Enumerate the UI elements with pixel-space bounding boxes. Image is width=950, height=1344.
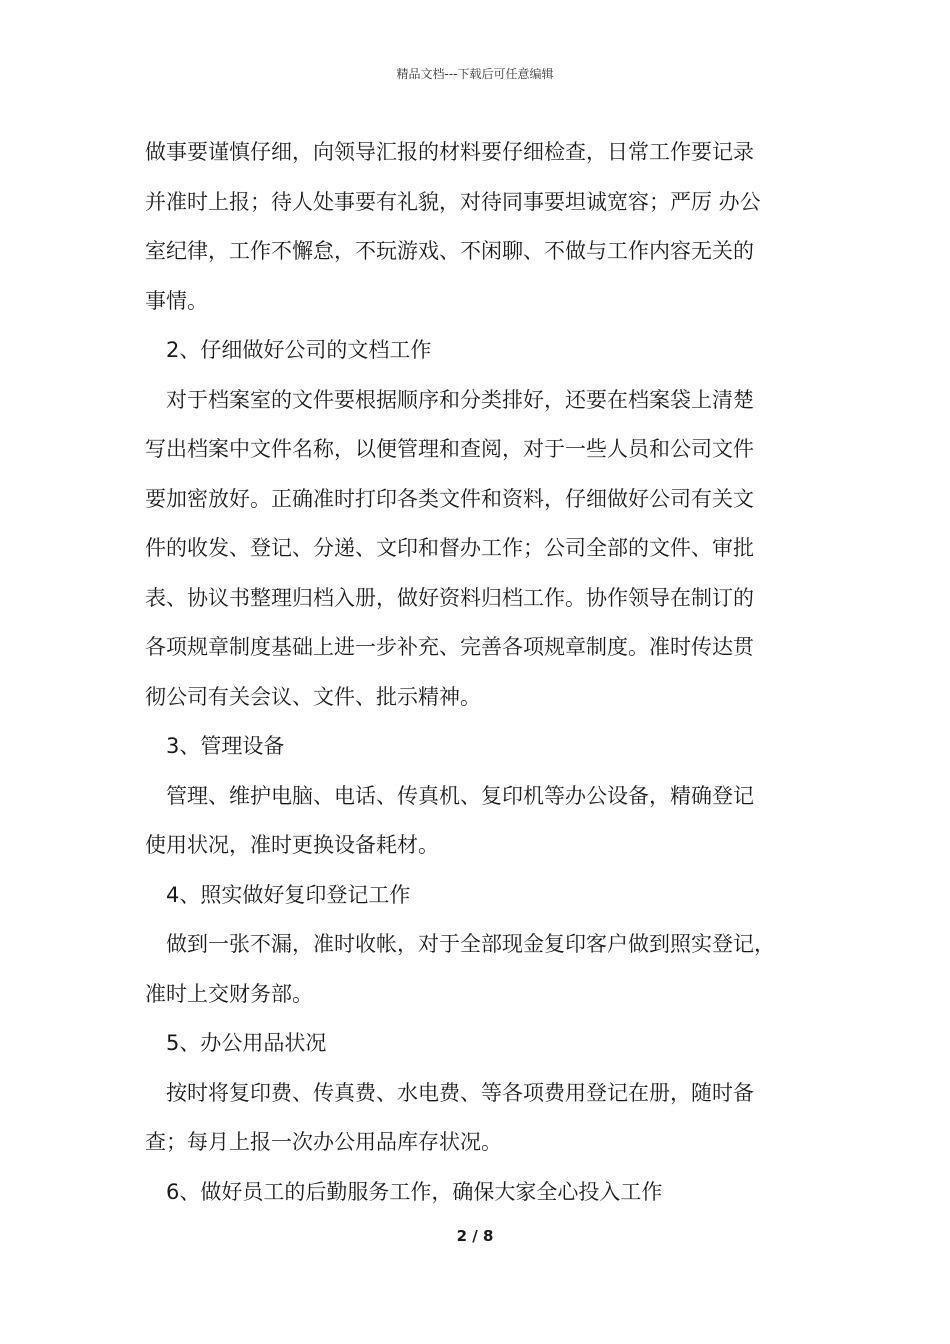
text-line: 彻公司有关会议、文件、批示精神。 <box>145 684 481 709</box>
section-heading: 5、办公用品状况 <box>166 1031 327 1055</box>
text-line: 并准时上报；待人处事要有礼貌，对待同事要坦诚宽容；严厉 办公 <box>145 189 761 214</box>
text-line: 管理、维护电脑、电话、传真机、复印机等办公设备，精确登记 <box>166 783 754 808</box>
text-line: 表、协议书整理归档入册，做好资料归档工作。协作领导在制订的 <box>145 585 754 610</box>
section-heading: 3、管理设备 <box>166 734 285 758</box>
page-number: 2 / 8 <box>456 1227 494 1245</box>
text-line: 查；每月上报一次办公用品库存状况。 <box>145 1130 502 1154</box>
text-line: 事情。 <box>145 288 208 313</box>
text-line: 准时上交财务部。 <box>145 981 313 1006</box>
text-line: 各项规章制度基础上进一步补充、完善各项规章制度。准时传达贯 <box>145 635 754 659</box>
text-line: 对于档案室的文件要根据顺序和分类排好，还要在档案袋上清楚 <box>166 387 754 412</box>
text-line: 做事要谨慎仔细，向领导汇报的材料要仔细检查，日常工作要记录 <box>145 140 754 164</box>
text-line: 按时将复印费、传真费、水电费、等各项费用登记在册，随时备 <box>166 1080 754 1105</box>
text-line: 件的收发、登记、分递、文印和督办工作；公司全部的文件、审批 <box>145 536 754 560</box>
text-line: 使用状况，准时更换设备耗材。 <box>145 833 439 857</box>
section-heading: 4、照实做好复印登记工作 <box>166 882 411 907</box>
text-line: 做到一张不漏，准时收帐，对于全部现金复印客户做到照实登记， <box>166 932 775 956</box>
text-line: 要加密放好。正确准时打印各类文件和资料，仔细做好公司有关文 <box>145 486 754 511</box>
section-heading: 6、做好员工的后勤服务工作，确保大家全心投入工作 <box>166 1179 663 1204</box>
section-heading: 2、仔细做好公司的文档工作 <box>166 338 432 362</box>
document-body <box>145 128 825 1217</box>
text-line: 室纪律，工作不懈怠，不玩游戏、不闲聊、不做与工作内容无关的 <box>145 239 754 263</box>
text-line: 写出档案中文件名称，以便管理和查阅，对于一些人员和公司文件 <box>145 437 754 461</box>
page-header: 精品文档---下载后可任意编辑 <box>396 67 554 81</box>
